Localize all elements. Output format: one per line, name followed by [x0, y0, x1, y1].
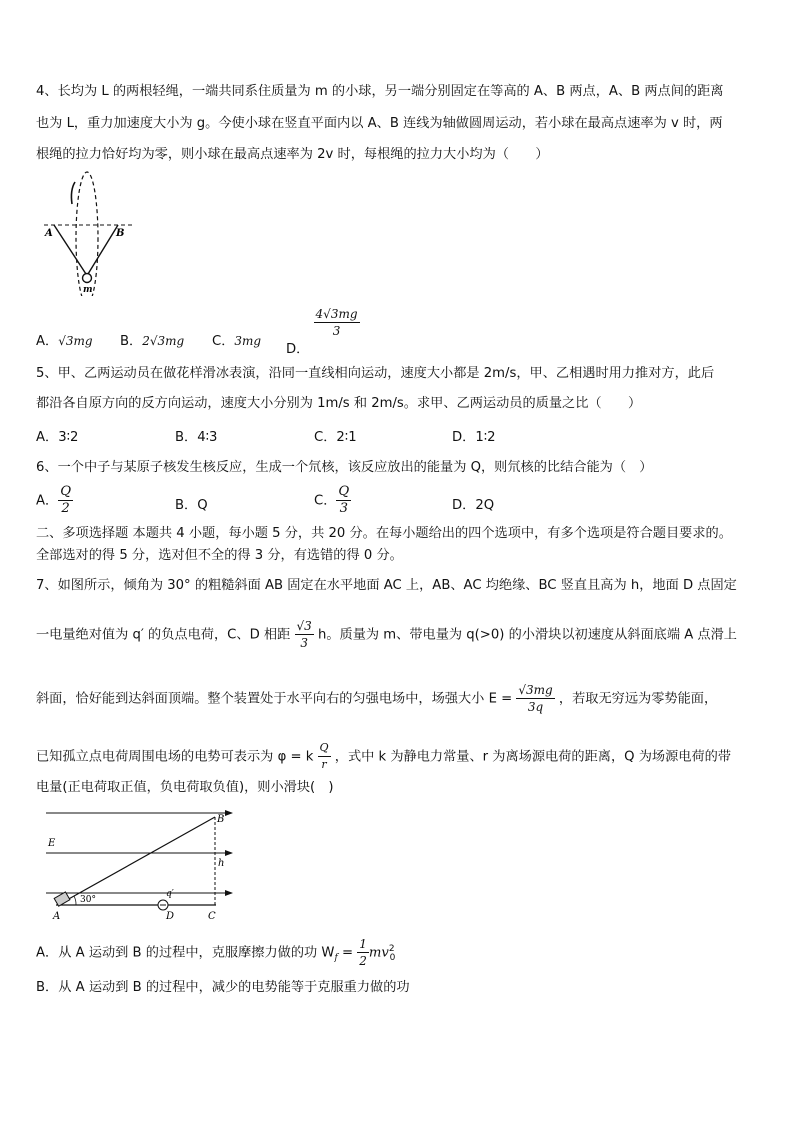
- q4-figure: [40, 168, 140, 296]
- q5-line-1: 5、甲、乙两运动员在做花样滑冰表演，沿同一直线相向运动，速度大小都是 2m/s，甲、乙相遇时用力推对方，此后: [36, 366, 715, 381]
- q7-incline: [58, 817, 215, 905]
- q4-rope-b: [88, 225, 118, 274]
- q7-label-q: q′: [166, 889, 174, 899]
- q7-line-3: 斜面，恰好能到达斜面顶端。整个装置处于水平向右的匀强电场中，场强大小 E = $\frac{√3mg}{3q}$ ，若取无穷远为零势能面，: [36, 683, 718, 714]
- section2-line-2: 全部选对的得 5 分，选对但不全的得 3 分，有选错的得 0 分。: [36, 548, 403, 563]
- q4-option-c: C．3mg: [212, 334, 262, 349]
- q4-label-a: A: [45, 228, 53, 239]
- q7-label-h: h: [218, 858, 225, 869]
- q7-slider-block: [54, 892, 70, 906]
- q7-label-angle: 30°: [80, 895, 96, 905]
- q7-label-d: D: [166, 911, 175, 922]
- q7-option-a: A．从 A 运动到 B 的过程中，克服摩擦力做的功 $W_f$ = $\frac{1}{2}$ $mv^2_0$: [36, 937, 396, 968]
- q5-option-a: A．3∶2: [36, 430, 79, 445]
- q4-ball: [83, 274, 92, 283]
- q5-option-b: B．4∶3: [175, 430, 218, 445]
- q4-label-m: m: [83, 285, 93, 295]
- q4-line-3: 根绳的拉力恰好均为零，则小球在最高点速率为 2v 时，每根绳的拉力大小均为（ ）: [36, 147, 549, 162]
- q7-angle-arc: [74, 896, 76, 905]
- q7-line-1: 7、如图所示，倾角为 30° 的粗糙斜面 AB 固定在水平地面 AC 上，AB、AC 均绝缘、BC 竖直且高为 h，地面 D 点固定: [36, 578, 737, 593]
- section2-line-1: 二、多项选择题 本题共 4 小题，每小题 5 分，共 20 分。在每小题给出的四个选项中，有多个选项是符合题目要求的。: [36, 526, 732, 541]
- q4-rope-a: [54, 225, 86, 274]
- q6-option-a: A． $\frac{Q}{2}$: [36, 484, 72, 516]
- q4-label-b: B: [116, 228, 125, 239]
- q6-option-d: D．2Q: [452, 498, 495, 513]
- q4-direction-arrow: [71, 182, 75, 204]
- q5-option-d: D．1∶2: [452, 430, 496, 445]
- q4-option-b: B．2√3mg: [120, 334, 185, 349]
- q4-line-1: 4、长均为 L 的两根轻绳，一端共同系住质量为 m 的小球，另一端分别固定在等高的 A、B 两点，A、B 两点间的距离: [36, 84, 724, 99]
- q6-option-c: C． $\frac{Q}{3}$: [314, 484, 350, 516]
- q7-option-b: B．从 A 运动到 B 的过程中，减少的电势能等于克服重力做的功: [36, 980, 410, 995]
- q7-label-e: E: [48, 838, 56, 849]
- q7-figure: [40, 806, 245, 924]
- q7-line-2: 一电量绝对值为 q′ 的负点电荷，C、D 相距 $\frac{√3}{3}$ h。质量为 m、带电量为 q(>0) 的小滑块以初速度从斜面底端 A 点滑上: [36, 619, 737, 650]
- q7-line-5: 电量(正电荷取正值，负电荷取负值)，则小滑块( ): [36, 780, 334, 795]
- q7-label-b: B: [217, 814, 225, 825]
- q4-line-2: 也为 L，重力加速度大小为 g。今使小球在竖直平面内以 A、B 连线为轴做圆周运动，若小球在最高点速率为 v 时，两: [36, 116, 723, 131]
- q7-line-4: 已知孤立点电荷周围电场的电势可表示为 φ = k $\frac{Q}{r}$ ，式中 k 为静电力常量、r 为离场源电荷的距离，Q 为场源电荷的带: [36, 741, 732, 771]
- q5-option-c: C．2∶1: [314, 430, 357, 445]
- q4-option-a: A．√3mg: [36, 334, 93, 349]
- q7-label-c: C: [208, 911, 216, 922]
- q7-label-a: A: [53, 911, 61, 922]
- q6-line-1: 6、一个中子与某原子核发生核反应，生成一个氘核，该反应放出的能量为 Q，则氘核的比结合能为（ ）: [36, 460, 653, 475]
- q6-option-b: B．Q: [175, 498, 208, 513]
- q4-option-d: D． $\frac{4√3mg}{3}$: [286, 307, 358, 357]
- q5-line-2: 都沿各自原方向的反方向运动，速度大小分别为 1m/s 和 2m/s。求甲、乙两运动员的质量之比（ ）: [36, 396, 642, 411]
